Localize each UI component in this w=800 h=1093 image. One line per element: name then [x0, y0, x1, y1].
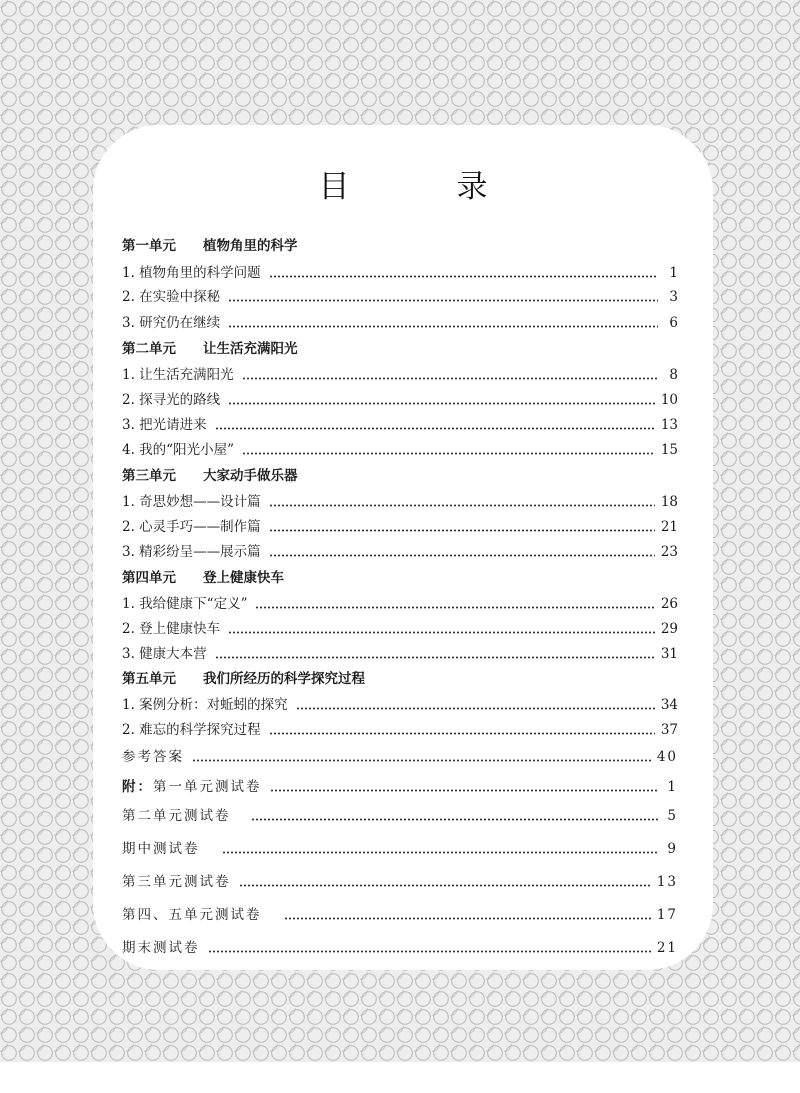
entry-page: 6: [669, 315, 678, 331]
dot-leader: [228, 325, 658, 328]
entry-title: 2. 难忘的科学探究过程: [122, 722, 261, 738]
appendix-entry[interactable]: [122, 838, 678, 860]
dot-leader: [228, 299, 658, 302]
entry-title: 2. 探寻光的路线: [122, 392, 221, 408]
entry-title: 期末测试卷: [122, 940, 200, 956]
unit-1-heading: 第一单元 植物角里的科学: [122, 238, 298, 254]
toc-entry[interactable]: [122, 491, 678, 513]
entry-page: 9: [667, 841, 678, 857]
dot-leader: [208, 950, 651, 953]
dot-leader: [215, 656, 655, 659]
entry-title: 1. 植物角里的科学问题: [122, 265, 261, 281]
appendix-entry[interactable]: [122, 871, 678, 893]
dot-leader: [269, 732, 655, 735]
toc-title: 目 录: [318, 169, 526, 205]
entry-title: 3. 把光请进来: [122, 417, 207, 433]
entry-page: 1: [669, 265, 678, 281]
dot-leader: [269, 275, 658, 278]
entry-title: 第二单元测试卷: [122, 808, 231, 824]
dot-leader: [270, 789, 659, 792]
dot-leader: [269, 554, 655, 557]
unit-4-heading: 第四单元 登上健康快车: [122, 570, 284, 586]
toc-entry[interactable]: [122, 694, 678, 716]
dot-leader: [255, 606, 654, 609]
toc-entry[interactable]: [122, 643, 678, 665]
unit-3-heading: 第三单元 大家动手做乐器: [122, 468, 298, 484]
appendix-entry[interactable]: [122, 805, 678, 827]
toc-entry[interactable]: [122, 541, 678, 563]
entry-page: 26: [660, 596, 678, 612]
entry-title: 3. 精彩纷呈——展示篇: [122, 544, 261, 560]
entry-page: 5: [667, 808, 678, 824]
toc-entry[interactable]: [122, 516, 678, 538]
unit-5-heading: 第五单元 我们所经历的科学探究过程: [122, 671, 365, 687]
toc-entry[interactable]: [122, 593, 678, 615]
entry-page: 8: [669, 367, 678, 383]
toc-card: [93, 125, 713, 970]
entry-page: 31: [660, 646, 678, 662]
entry-title: 2. 登上健康快车: [122, 621, 221, 637]
entry-page: 21: [656, 940, 678, 956]
toc-entry[interactable]: [122, 439, 678, 461]
toc-entry[interactable]: [122, 262, 678, 284]
dot-leader: [251, 818, 659, 821]
entry-page: 21: [660, 519, 678, 535]
entry-title: 1. 案例分析：对蚯蚓的探究: [122, 697, 288, 713]
entry-page: 29: [660, 621, 678, 637]
entry-title: 1. 我给健康下“定义”: [122, 596, 248, 612]
dot-leader: [192, 759, 651, 762]
unit-2-heading: 第二单元 让生活充满阳光: [122, 341, 298, 357]
dot-leader: [269, 504, 655, 507]
entry-page: 23: [660, 544, 678, 560]
appendix-entry[interactable]: [122, 904, 678, 926]
dot-leader: [228, 631, 655, 634]
entry-title: 2. 心灵手巧——制作篇: [122, 519, 261, 535]
dot-leader: [242, 452, 655, 455]
toc-entry[interactable]: [122, 618, 678, 640]
dot-leader: [222, 851, 659, 854]
entry-page: 3: [669, 289, 678, 305]
toc-entry[interactable]: [122, 719, 678, 741]
entry-page: 34: [660, 697, 678, 713]
page-bottom-margin: [0, 1062, 800, 1093]
entry-page: 13: [656, 874, 678, 890]
toc-entry[interactable]: [122, 364, 678, 386]
dot-leader: [228, 402, 655, 405]
answers-entry[interactable]: [122, 746, 678, 768]
entry-title: 1. 奇思妙想——设计篇: [122, 494, 261, 510]
dot-leader: [296, 707, 655, 710]
appendix-entry[interactable]: [122, 937, 678, 959]
entry-page: 10: [660, 392, 678, 408]
entry-title: 1. 让生活充满阳光: [122, 367, 234, 383]
dot-leader: [239, 884, 651, 887]
entry-page: 17: [656, 907, 678, 923]
toc-entry[interactable]: [122, 414, 678, 436]
entry-page: 15: [660, 442, 678, 458]
toc-entry[interactable]: [122, 312, 678, 334]
entry-title: 2. 在实验中探秘: [122, 289, 221, 305]
entry-title: 4. 我的“阳光小屋”: [122, 442, 234, 458]
entry-title: 3. 健康大本营: [122, 646, 207, 662]
appendix-entry[interactable]: [122, 776, 678, 798]
entry-title: 第一单元测试卷: [153, 779, 262, 795]
entry-title: 期中测试卷: [122, 841, 200, 857]
entry-page: 37: [660, 722, 678, 738]
entry-title: 3. 研究仍在继续: [122, 315, 221, 331]
toc-entry[interactable]: [122, 389, 678, 411]
entry-title: 参考答案: [122, 749, 184, 765]
dot-leader: [242, 377, 658, 380]
dot-leader: [284, 917, 651, 920]
entry-page: 13: [660, 417, 678, 433]
entry-title: 第三单元测试卷: [122, 874, 231, 890]
entry-title: 第四、五单元测试卷: [122, 907, 262, 923]
dot-leader: [215, 427, 655, 430]
appendix-prefix: 附：: [122, 779, 153, 795]
toc-entry[interactable]: [122, 286, 678, 308]
entry-page: 1: [667, 779, 678, 795]
entry-page: 18: [660, 494, 678, 510]
dot-leader: [269, 529, 655, 532]
entry-page: 40: [656, 749, 678, 765]
